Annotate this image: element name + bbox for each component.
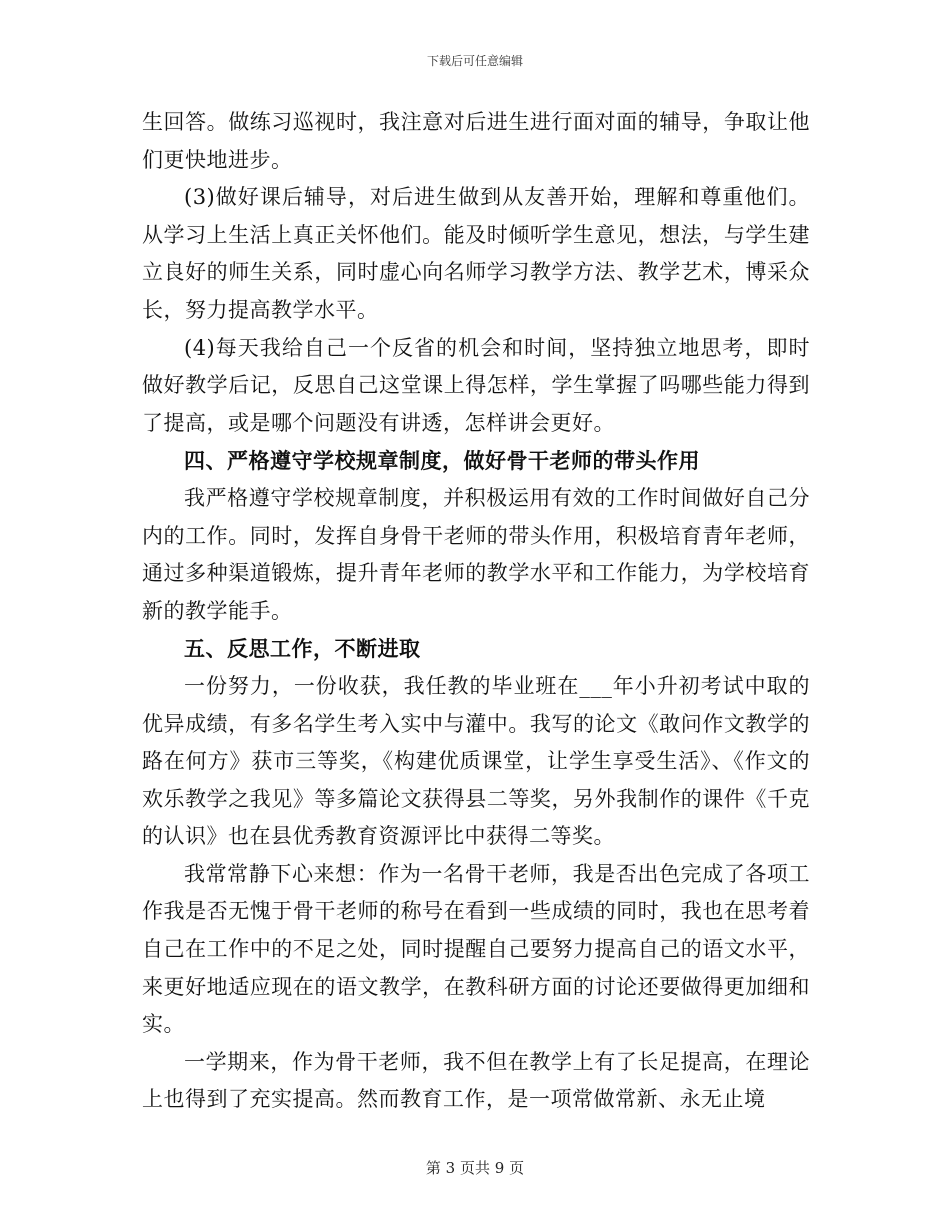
section-heading: 五、反思工作，不断进取 [184, 636, 421, 662]
paragraph: 一学期来，作为骨干老师，我不但在教学上有了长足提高，在理论上也得到了充实提高。然而教育工作，是一项常做常新、永无止境 [142, 1049, 810, 1112]
page-header: 下载后可任意编辑 [426, 54, 523, 68]
paragraph: 生回答。做练习巡视时，我注意对后进生进行面对面的辅导，争取让他们更快地进步。 [142, 110, 810, 172]
page-number: 第 3 页共 9 页 [425, 1159, 525, 1177]
document-body [142, 104, 810, 1119]
section-heading: 四、严格遵守学校规章制度，做好骨干老师的带头作用 [184, 448, 700, 474]
paragraph: (4)每天我给自己一个反省的机会和时间，坚持独立地思考，即时做好教学后记，反思自己这堂课上得怎样，学生掌握了吗哪些能力得到了提高，或是哪个问题没有讲透，怎样讲会更好。 [142, 335, 810, 435]
paragraph: 我常常静下心来想：作为一名骨干老师，我是否出色完成了各项工作我是否无愧于骨干老师的称号在看到一些成绩的同时，我也在思考着自己在工作中的不足之处，同时提醒自己要努力提高自己的语文水平，来更好地适应现在的语文教学，在教科研方面的讨论还要做得更加细和实。 [142, 861, 810, 1037]
paragraph: 我严格遵守学校规章制度，并积极运用有效的工作时间做好自己分内的工作。同时，发挥自身骨干老师的带头作用，积极培育青年老师，通过多种渠道锻炼，提升青年老师的教学水平和工作能力，为学校培育新的教学能手。 [142, 485, 810, 623]
paragraph: 一份努力，一份收获，我任教的毕业班在___年小升初考试中取的优异成绩，有多名学生考入实中与灌中。我写的论文《敢问作文教学的路在何方》获市三等奖，《构建优质课堂，让学生享受生活》、《作文的欢乐教学之我见》等多篇论文获得县二等奖，另外我制作的课件《千克的认识》也在县优秀教育资源评比中获得二等奖。 [142, 673, 810, 849]
paragraph: (3)做好课后辅导，对后进生做到从友善开始，理解和尊重他们。从学习上生活上真正关怀他们。能及时倾听学生意见，想法，与学生建立良好的师生关系，同时虚心向名师学习教学方法、教学艺术，博采众长，努力提高教学水平。 [142, 185, 810, 322]
